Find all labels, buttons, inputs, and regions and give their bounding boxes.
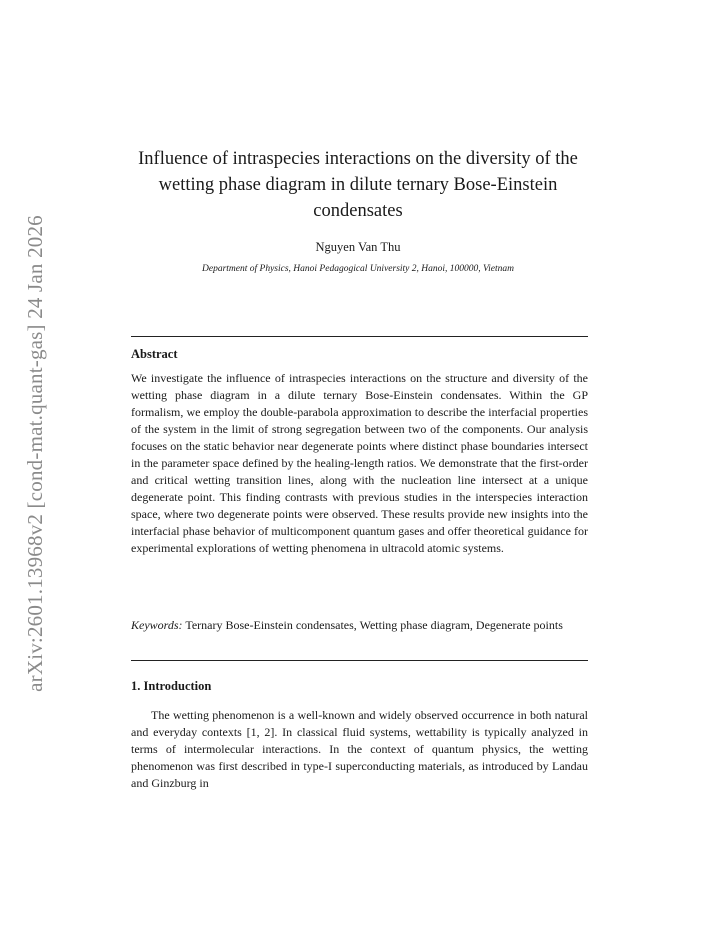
abstract-top-rule xyxy=(131,336,588,337)
author-affiliation: Department of Physics, Hanoi Pedagogical University 2, Hanoi, 100000, Vietnam xyxy=(202,264,514,274)
introduction-paragraph: The wetting phenomenon is a well-known and widely observed occurrence in both natural and everyday contexts [1, 2]. In classical fluid systems, wettability is typically analyzed in terms of intermolecular interactions. In the context of quantum physics, the wetting phenomenon was first described in type-I superconducting materials, as introduced by Landau and Ginzburg in xyxy=(131,708,588,790)
author-name: Nguyen Van Thu xyxy=(315,240,401,254)
section-heading-introduction: 1. Introduction xyxy=(131,679,212,693)
paper-title: Influence of intraspecies interactions on the diversity of the wetting phase diagram in dilute ternary Bose-Einstein condensates xyxy=(138,149,578,221)
keywords-text: Ternary Bose-Einstein condensates, Wetting phase diagram, Degenerate points xyxy=(185,618,563,632)
keywords xyxy=(131,617,588,634)
keywords-label: Keywords: xyxy=(131,618,183,632)
arxiv-stamp xyxy=(14,198,56,708)
arxiv-identifier[interactable]: arXiv:2601.13968v2 [cond-mat.quant-gas] 24 Jan 2026 xyxy=(22,214,47,692)
abstract-text: We investigate the influence of intraspecies interactions on the structure and diversity of the wetting phase diagram in a dilute ternary Bose-Einstein condensates. Within the GP formalism, we employ the double-parabola approximation to describe the interfacial properties of the system in the limit of strong segregation between two of the components. Our analysis focuses on the static behavior near degenerate points where distinct phase boundaries intersect in the parameter space defined by the healing-length ratios. We demonstrate that the first-order and critical wetting transition lines, along with the nucleation line intersect at a unique degenerate point. This finding contrasts with previous studies in the interspecies interaction space, where two degenerate points were observed. These results provide new insights into the interfacial phase behavior of multicomponent quantum gases and offer theoretical guidance for experimental explorations of wetting phenomena in ultracold atomic systems. xyxy=(131,371,588,555)
abstract-bottom-rule xyxy=(131,660,588,661)
abstract-heading: Abstract xyxy=(131,347,178,361)
